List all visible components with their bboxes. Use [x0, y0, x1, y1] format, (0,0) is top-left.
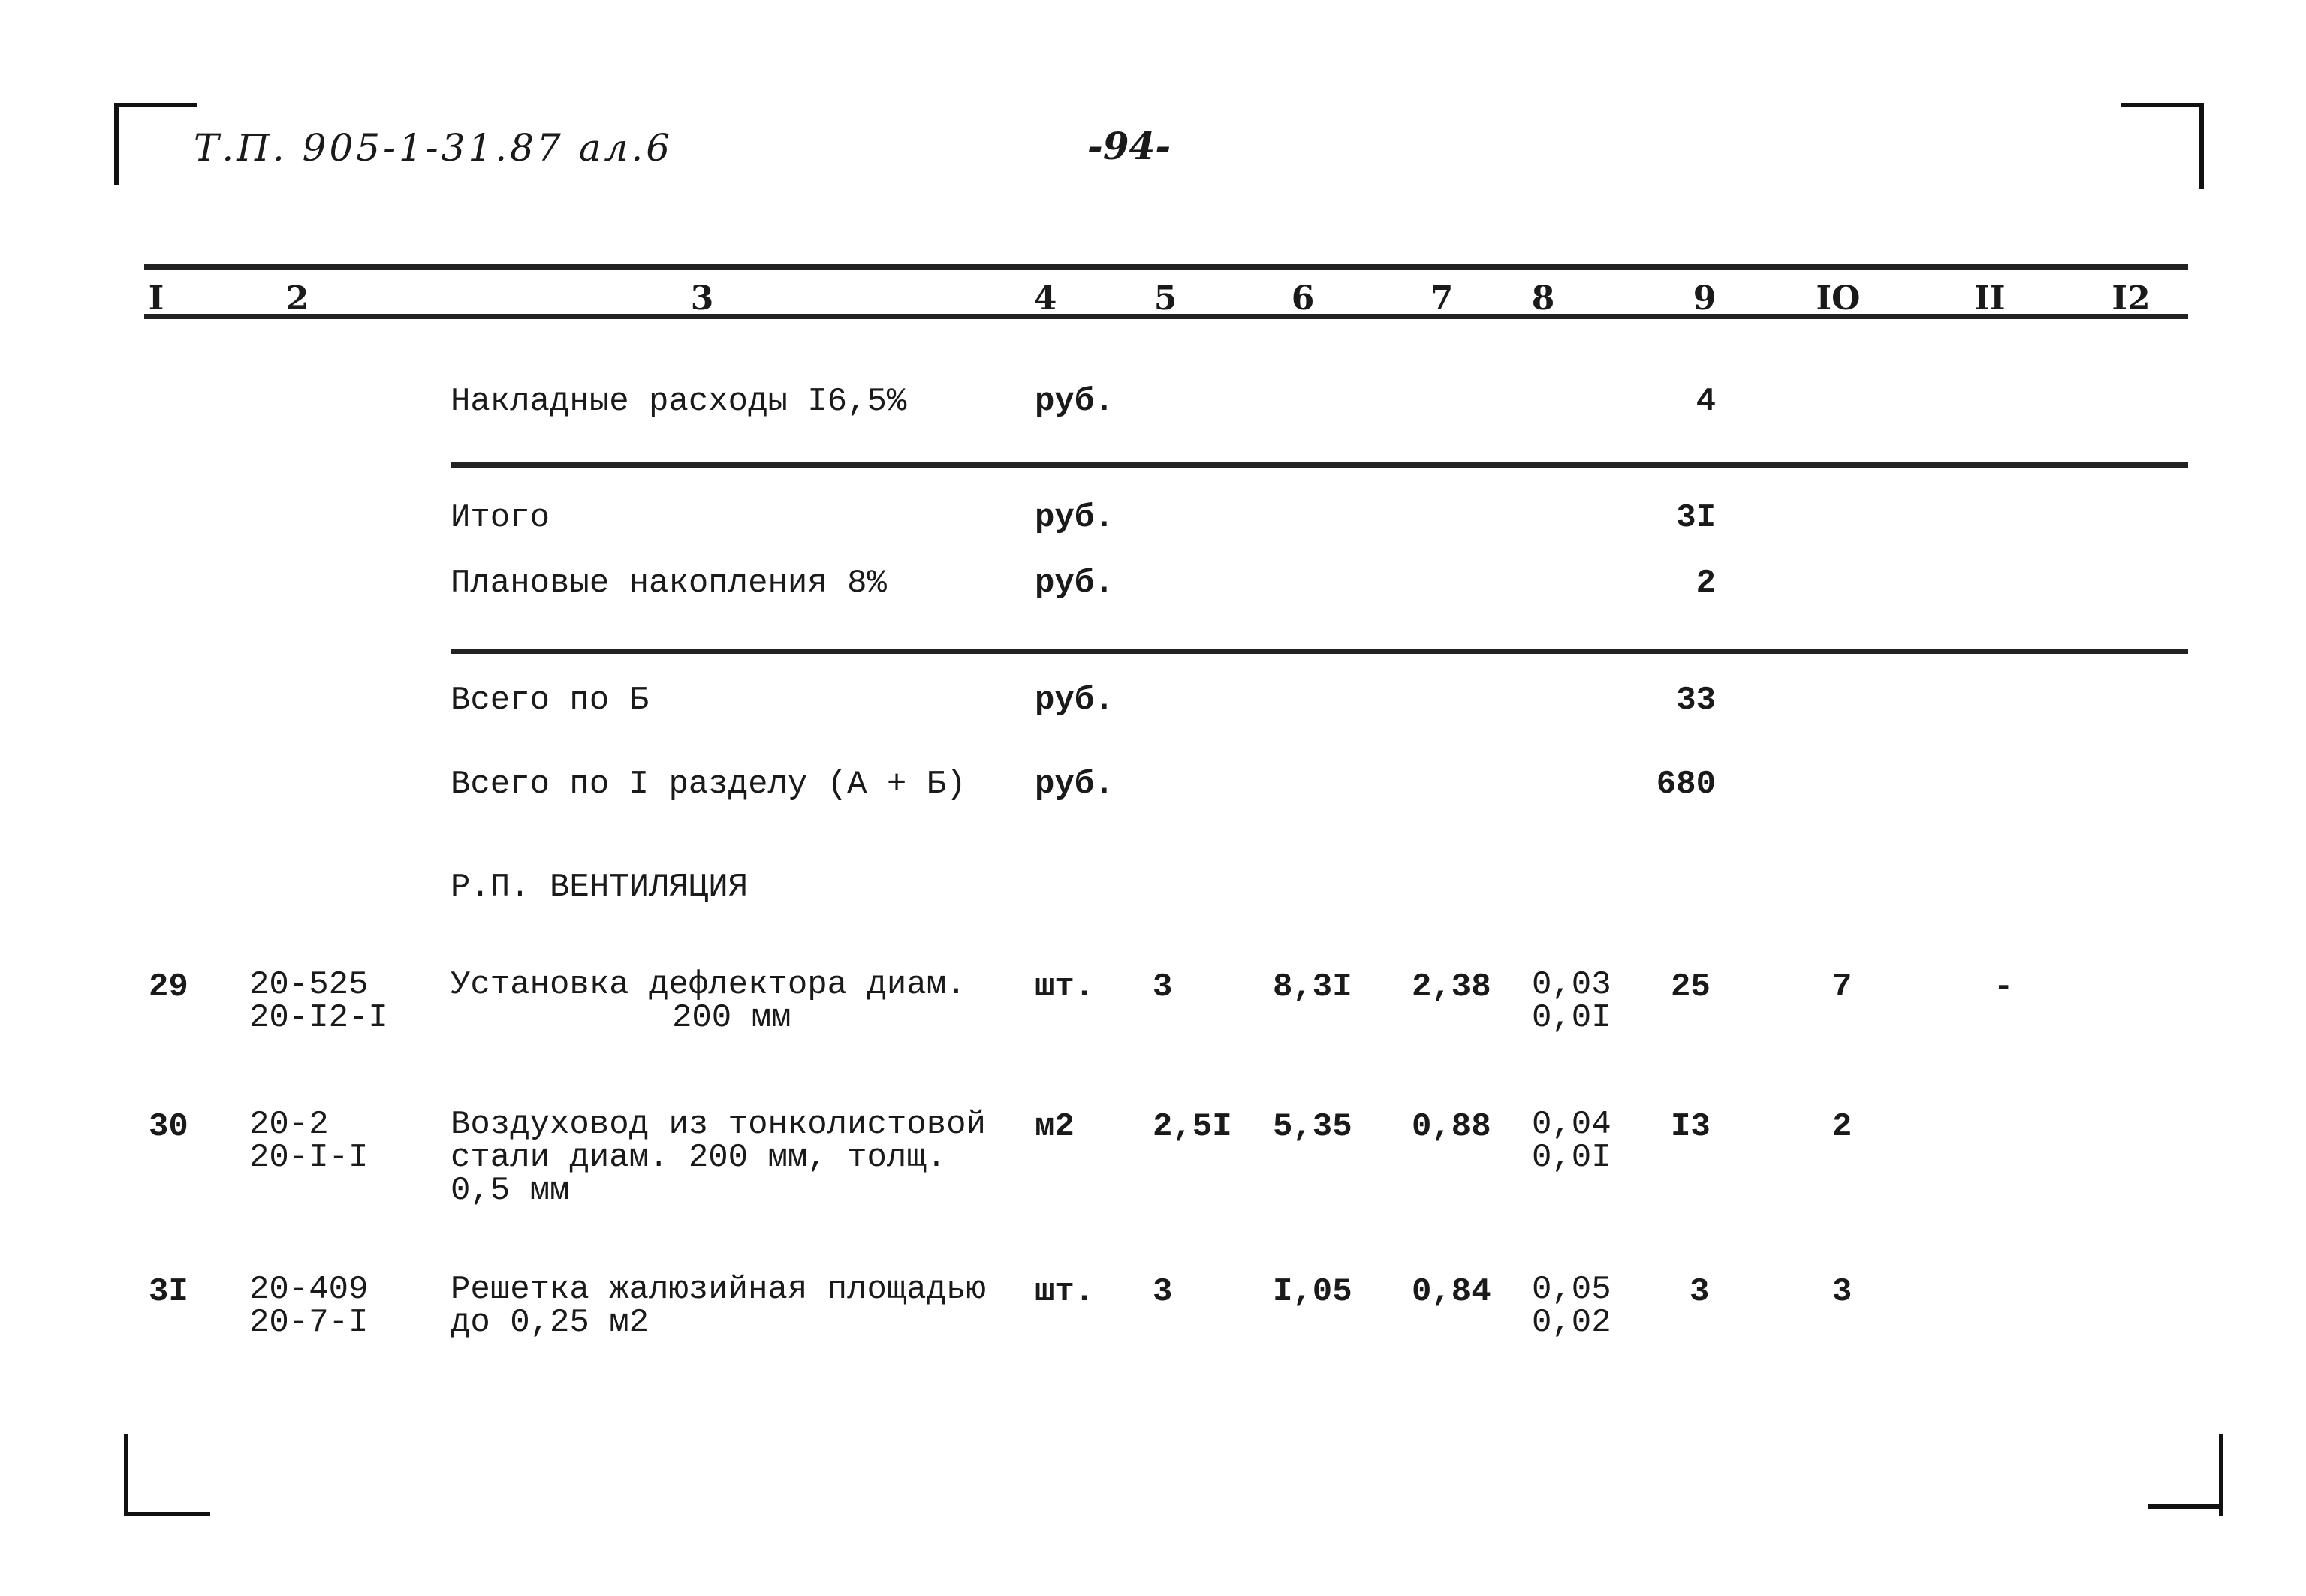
- item-31-num: 3I: [149, 1273, 188, 1311]
- summary-planned-total: 2: [1696, 565, 1716, 602]
- column-number-2: 2: [285, 279, 309, 318]
- corner-bottom-left-v: [124, 1434, 128, 1516]
- item-29-price: 8,3I: [1273, 968, 1352, 1006]
- item-31-col8-2: 0,02: [1532, 1304, 1611, 1342]
- item-31-unit: шт.: [1035, 1273, 1095, 1311]
- item-29-total: 25: [1671, 968, 1711, 1006]
- document-code: Т.П. 905-1-31.87 ал.6: [194, 126, 674, 170]
- item-30-price: 5,35: [1273, 1108, 1352, 1146]
- item-31-price: I,05: [1273, 1273, 1352, 1311]
- item-31-code-2: 20-7-I: [249, 1304, 369, 1342]
- item-31-code-1: 20-409: [249, 1271, 369, 1308]
- item-30-name-1: Воздуховод из тонколистовой: [451, 1106, 986, 1143]
- item-29-name-2: 200 мм: [672, 999, 791, 1037]
- item-31-name-2: до 0,25 м2: [451, 1304, 650, 1342]
- item-29-num: 29: [149, 968, 188, 1006]
- column-number-6: 6: [1291, 279, 1315, 318]
- summary-total-b-unit: руб.: [1035, 682, 1114, 719]
- summary-subtotal-unit: руб.: [1035, 499, 1114, 537]
- column-number-12: I2: [2112, 279, 2151, 318]
- summary-planned-unit: руб.: [1035, 565, 1114, 602]
- item-29-unit: шт.: [1035, 968, 1095, 1006]
- item-30-name-3: 0,5 мм: [451, 1172, 570, 1209]
- item-31-qty: 3: [1153, 1273, 1173, 1311]
- column-number-10: IO: [1816, 279, 1861, 318]
- corner-bottom-left-h: [124, 1512, 210, 1516]
- column-number-1: I: [148, 279, 164, 318]
- item-29-code-1: 20-525: [249, 966, 369, 1004]
- item-29-col8-2: 0,0I: [1532, 999, 1611, 1037]
- summary-total-b-total: 33: [1676, 682, 1716, 719]
- item-29-code-2: 20-I2-I: [249, 999, 388, 1037]
- summary-rule-2: [451, 649, 2188, 654]
- item-29-qty: 3: [1153, 968, 1173, 1006]
- column-number-7: 7: [1430, 279, 1454, 318]
- corner-top-left-h: [114, 103, 197, 107]
- item-29-wage: 2,38: [1412, 968, 1491, 1006]
- item-30-qty: 2,5I: [1153, 1108, 1232, 1146]
- item-30-col10: 2: [1832, 1108, 1852, 1146]
- column-number-3: 3: [690, 279, 714, 318]
- corner-bottom-right-h: [2148, 1504, 2223, 1509]
- item-29-col8-1: 0,03: [1532, 966, 1611, 1004]
- summary-planned-label: Плановые накопления 8%: [451, 565, 887, 602]
- item-31-name-1: Решетка жалюзийная площадью: [451, 1271, 986, 1308]
- summary-total-section-label: Всего по I разделу (А + Б): [451, 766, 966, 803]
- item-30-wage: 0,88: [1412, 1108, 1491, 1146]
- item-29-name-1: Установка дефлектора диам.: [451, 966, 966, 1004]
- summary-total-b-label: Всего по Б: [451, 682, 650, 719]
- item-31-col8-1: 0,05: [1532, 1271, 1611, 1308]
- summary-subtotal-total: 3I: [1676, 499, 1716, 537]
- item-30-num: 30: [149, 1108, 188, 1146]
- item-30-col8-1: 0,04: [1532, 1106, 1611, 1143]
- corner-top-right-h: [2121, 103, 2204, 107]
- summary-overhead-label: Накладные расходы I6,5%: [451, 383, 907, 420]
- item-31-col10: 3: [1832, 1273, 1852, 1311]
- column-number-4: 4: [1033, 279, 1057, 318]
- item-31-total: 3: [1690, 1273, 1710, 1311]
- column-number-11: II: [1974, 279, 2006, 318]
- item-30-unit: м2: [1035, 1108, 1075, 1146]
- column-number-9: 9: [1693, 279, 1717, 318]
- item-30-code-1: 20-2: [249, 1106, 329, 1143]
- summary-total-section-total: 680: [1656, 766, 1716, 803]
- item-29-col11: -: [1994, 968, 2014, 1006]
- summary-rule-1: [451, 462, 2188, 468]
- summary-total-section-unit: руб.: [1035, 766, 1114, 803]
- table-top-rule: [144, 264, 2188, 270]
- item-31-wage: 0,84: [1412, 1273, 1491, 1311]
- summary-overhead-total: 4: [1696, 383, 1716, 420]
- corner-top-right-v: [2199, 103, 2204, 189]
- item-30-code-2: 20-I-I: [249, 1139, 369, 1176]
- summary-overhead-unit: руб.: [1035, 383, 1114, 420]
- item-29-col10: 7: [1832, 968, 1852, 1006]
- item-30-total: I3: [1671, 1108, 1711, 1146]
- section-title: Р.П. ВЕНТИЛЯЦИЯ: [451, 869, 749, 906]
- item-30-col8-2: 0,0I: [1532, 1139, 1611, 1176]
- column-number-5: 5: [1153, 279, 1177, 318]
- page-number: -94-: [1087, 124, 1171, 168]
- corner-top-left-v: [114, 103, 119, 185]
- item-30-name-2: стали диам. 200 мм, толщ.: [451, 1139, 947, 1176]
- summary-subtotal-label: Итого: [451, 499, 550, 537]
- column-number-8: 8: [1531, 279, 1555, 318]
